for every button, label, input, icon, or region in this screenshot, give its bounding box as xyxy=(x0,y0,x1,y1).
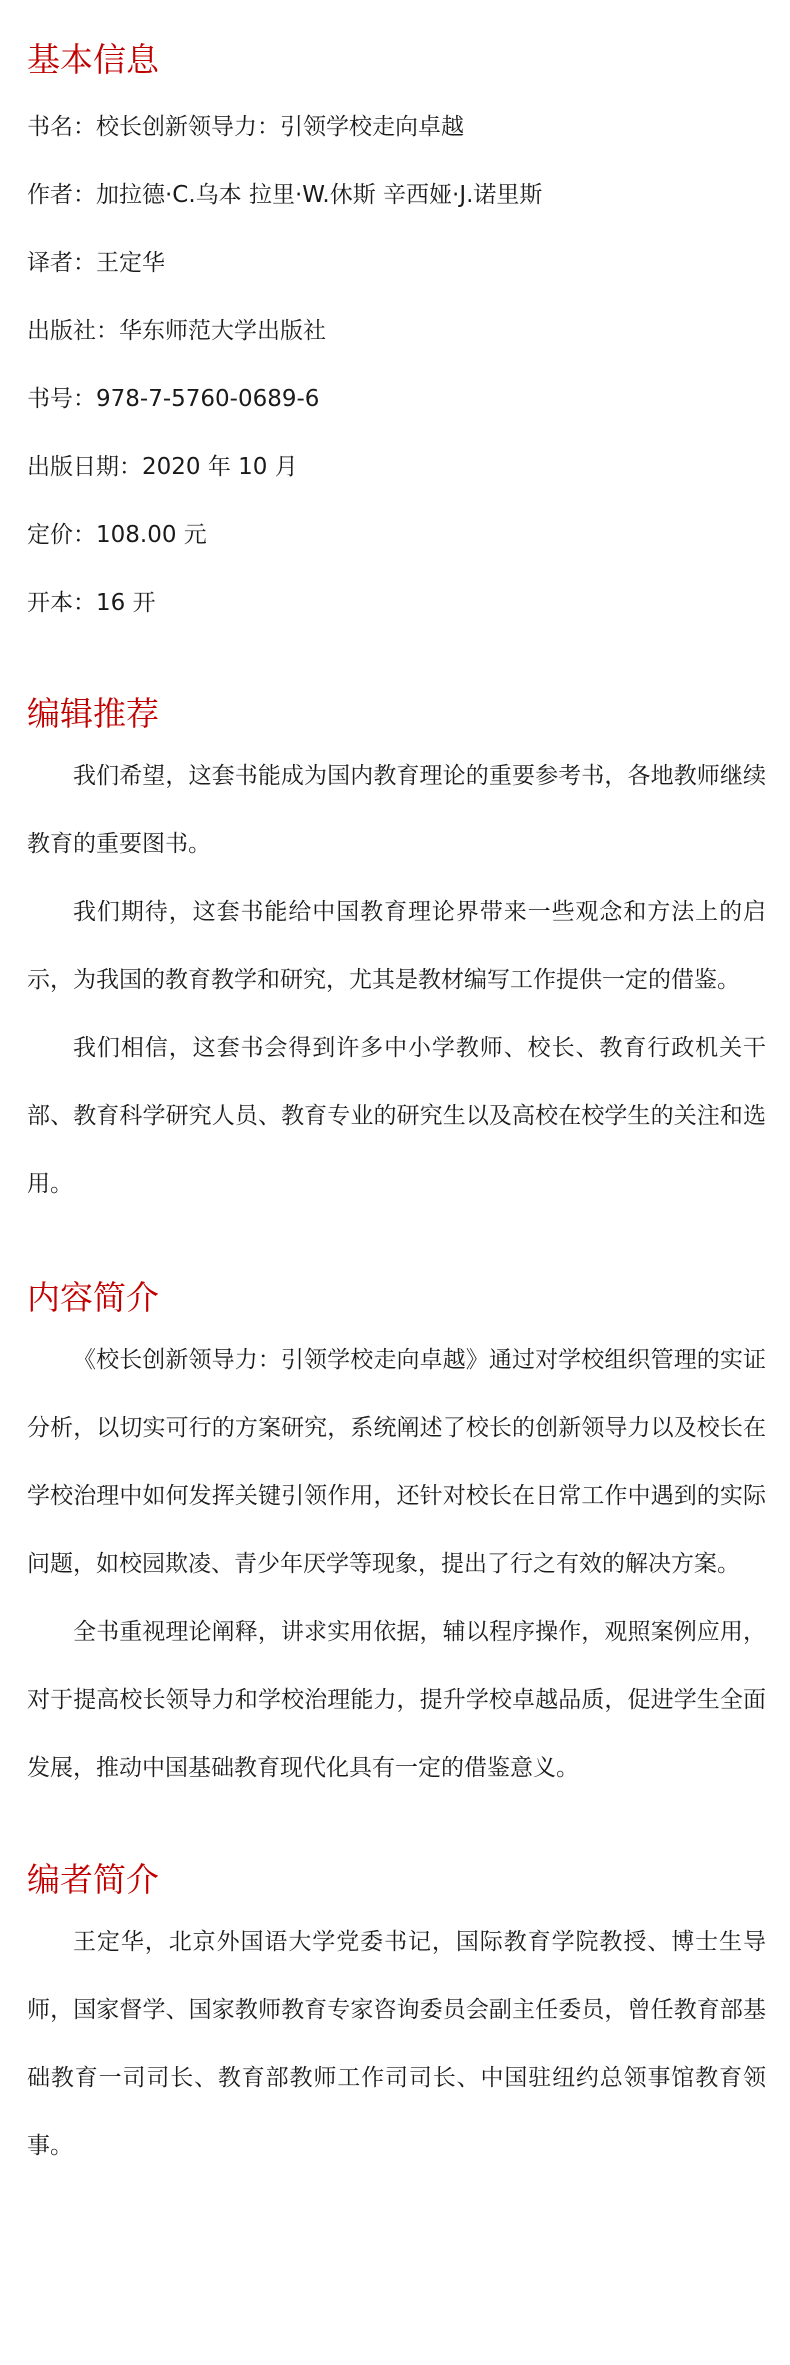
editor-paragraph: 我们期待，这套书能给中国教育理论界带来一些观念和方法上的启示，为我国的教育教学和研究，尤其是教材编写工作提供一定的借鉴。 xyxy=(27,899,766,993)
basic-info-section xyxy=(27,0,766,618)
editor-paragraph: 我们相信，这套书会得到许多中小学教师、校长、教育行政机关干部、教育科学研究人员、教育专业的研究生以及高校在校学生的关注和选用。 xyxy=(27,1035,766,1197)
content-paragraph: 全书重视理论阐释，讲求实用依据，辅以程序操作，观照案例应用，对于提高校长领导力和学校治理能力，提升学校卓越品质，促进学生全面发展，推动中国基础教育现代化具有一定的借鉴意义。 xyxy=(27,1619,766,1781)
author-intro-section xyxy=(27,1860,766,2180)
publish-date-line: 出版日期：2020 年 10 月 xyxy=(27,454,298,480)
publisher-line: 出版社：华东师范大学出版社 xyxy=(27,318,326,344)
translator-line: 译者：王定华 xyxy=(27,250,165,276)
book-title-line: 书名：校长创新领导力：引领学校走向卓越 xyxy=(27,114,464,140)
content-paragraph: 《校长创新领导力：引领学校走向卓越》通过对学校组织管理的实证分析，以切实可行的方案研究，系统阐述了校长的创新领导力以及校长在学校治理中如何发挥关键引领作用，还针对校长在日常工作中遇到的实际问题，如校园欺凌、青少年厌学等现象，提出了行之有效的解决方案。 xyxy=(27,1347,766,1577)
editor-recommendation-section xyxy=(27,694,766,1218)
editor-recommendation-title: 编辑推荐 xyxy=(27,694,159,733)
content-summary-section xyxy=(27,1278,766,1802)
price-line: 定价：108.00 元 xyxy=(27,522,207,548)
isbn-line: 书号：978-7-5760-0689-6 xyxy=(27,386,320,412)
author-intro-title: 编者简介 xyxy=(27,1860,159,1899)
format-line: 开本：16 开 xyxy=(27,590,156,616)
author-paragraph: 王定华，北京外国语大学党委书记，国际教育学院教授、博士生导师，国家督学、国家教师教育专家咨询委员会副主任委员，曾任教育部基础教育一司司长、教育部教师工作司司长、中国驻纽约总领事馆教育领事。 xyxy=(27,1929,766,2159)
content-summary-title: 内容简介 xyxy=(27,1278,159,1317)
basic-info-title: 基本信息 xyxy=(27,40,159,79)
editor-paragraph: 我们希望，这套书能成为国内教育理论的重要参考书，各地教师继续教育的重要图书。 xyxy=(27,763,766,857)
authors-line: 作者：加拉德·C.乌本 拉里·W.休斯 辛西娅·J.诺里斯 xyxy=(27,182,543,208)
